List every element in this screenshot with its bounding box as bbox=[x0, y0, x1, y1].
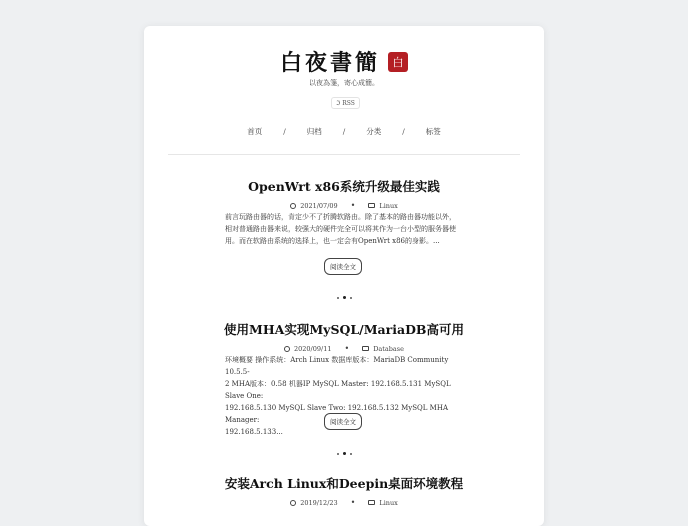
seal-logo: 白 bbox=[388, 52, 408, 72]
post-meta bbox=[144, 344, 544, 353]
main-nav bbox=[144, 126, 544, 137]
site-title[interactable]: 白夜書簡 bbox=[279, 50, 380, 76]
site-brand[interactable] bbox=[144, 46, 544, 77]
nav-item-archive[interactable]: 归档 bbox=[306, 127, 322, 136]
header-divider bbox=[168, 154, 520, 155]
meta-separator: • bbox=[350, 201, 356, 210]
read-more-button[interactable]: 阅读全文 bbox=[324, 258, 362, 275]
post-3 bbox=[144, 474, 544, 507]
rss-icon: ℑ bbox=[336, 99, 341, 107]
post-date: 2021/07/09 bbox=[300, 201, 338, 210]
nav-separator: / bbox=[342, 127, 346, 136]
post-meta bbox=[144, 498, 544, 507]
folder-icon bbox=[368, 500, 375, 505]
meta-separator: • bbox=[350, 498, 356, 507]
post-divider-dots bbox=[144, 452, 544, 455]
post-divider-dots bbox=[144, 296, 544, 299]
excerpt-line: 环境概要 操作系统：Arch Linux 数据库版本：MariaDB Community 10.5.5- bbox=[225, 356, 449, 376]
post-date: 2019/12/23 bbox=[300, 498, 338, 507]
excerpt-line: 用。而在软路由系统的选择上，也一定会有OpenWrt x86的身影。... bbox=[225, 237, 440, 245]
excerpt-line: 192.168.5.133... bbox=[225, 428, 283, 436]
post-1 bbox=[144, 177, 544, 210]
clock-icon bbox=[284, 346, 290, 352]
nav-item-tags[interactable]: 标签 bbox=[425, 127, 441, 136]
post-category[interactable]: Database bbox=[373, 344, 404, 353]
post-category[interactable]: Linux bbox=[379, 498, 398, 507]
post-meta bbox=[144, 201, 544, 210]
post-title[interactable]: OpenWrt x86系统升级最佳实践 bbox=[248, 179, 440, 194]
post-date: 2020/09/11 bbox=[294, 344, 332, 353]
post-title[interactable]: 安装Arch Linux和Deepin桌面环境教程 bbox=[224, 476, 464, 491]
nav-separator: / bbox=[283, 127, 286, 136]
excerpt-line: 2 MHA版本：0.58 机器IP MySQL Master: 192.168.5.131 MySQL Slave One: bbox=[225, 380, 451, 400]
post-category[interactable]: Linux bbox=[379, 201, 398, 210]
folder-icon bbox=[368, 203, 375, 208]
folder-icon bbox=[362, 346, 369, 351]
read-more-button[interactable]: 阅读全文 bbox=[324, 413, 362, 430]
nav-item-home[interactable]: 首页 bbox=[247, 127, 263, 136]
nav-item-categories[interactable]: 分类 bbox=[366, 127, 382, 136]
excerpt-line: 192.168.5.130 MySQL Slave Two: 192.168.5.132 MySQL MHA Manager: bbox=[225, 404, 448, 424]
nav-separator: / bbox=[402, 127, 405, 136]
excerpt-line: 前言玩路由器的话，肯定少不了折腾软路由。除了基本的路由器功能以外， bbox=[225, 213, 456, 221]
post-2 bbox=[144, 320, 544, 353]
main-card bbox=[144, 26, 544, 526]
rss-label: RSS bbox=[342, 99, 355, 107]
clock-icon bbox=[290, 500, 296, 506]
post-title[interactable]: 使用MHA实现MySQL/MariaDB高可用 bbox=[224, 322, 464, 337]
excerpt-line: 相对普通路由器来说，较强大的硬件完全可以将其作为一台小型的服务器使 bbox=[225, 225, 456, 233]
rss-link[interactable] bbox=[331, 97, 360, 109]
post-excerpt bbox=[225, 211, 465, 247]
clock-icon bbox=[290, 203, 296, 209]
meta-separator: • bbox=[344, 344, 350, 353]
site-tagline: 以夜為箋，寄心成簡。 bbox=[309, 79, 379, 87]
